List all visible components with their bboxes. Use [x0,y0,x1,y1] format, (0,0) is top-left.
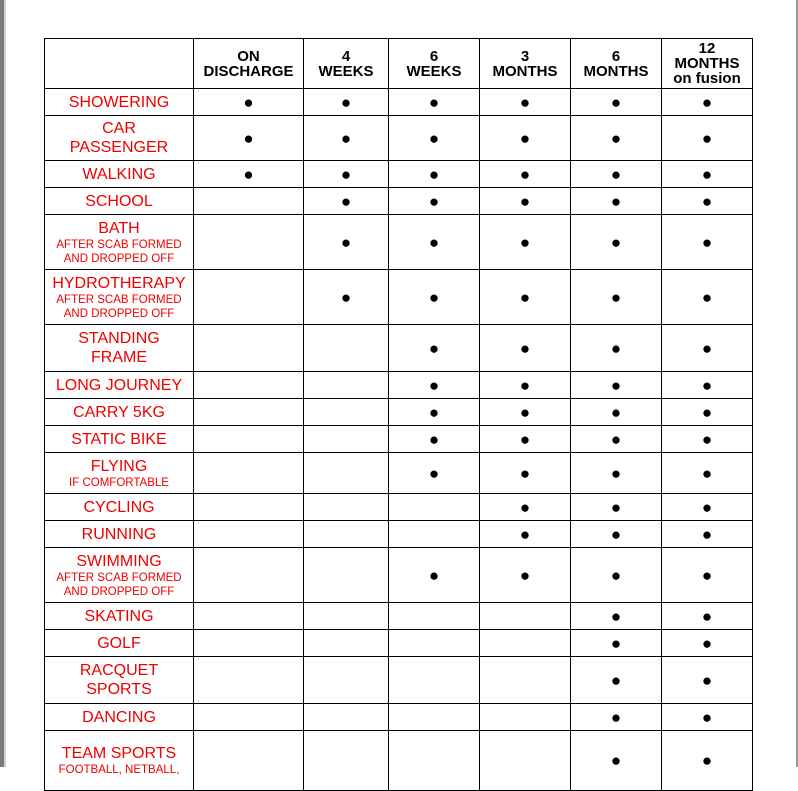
header-line: MONTHS [674,55,740,72]
schedule-cell [194,731,304,791]
schedule-cell [304,657,389,704]
activity-label: STANDING [78,330,160,347]
header-line: WEEKS [318,62,374,80]
schedule-cell [389,116,480,161]
schedule-cell [571,325,662,372]
schedule-cell [194,270,304,325]
schedule-cell [194,630,304,657]
bullet-mark: ● [519,191,531,211]
schedule-cell [480,521,571,548]
activity-label: FRAME [91,349,147,366]
schedule-cell [194,453,304,494]
bullet-mark: ● [701,429,713,449]
header-line: WEEKS [406,62,462,80]
schedule-cell [480,325,571,372]
schedule-cell [304,372,389,399]
bullet-mark: ● [610,463,622,483]
bullet-mark: ● [701,287,713,307]
schedule-cell [480,731,571,791]
schedule-cell [571,521,662,548]
header-row [45,39,753,89]
bullet-mark: ● [610,402,622,422]
schedule-cell [480,426,571,453]
schedule-cell [389,494,480,521]
header-line: 3 [520,47,530,65]
schedule-cell [571,603,662,630]
schedule-cell [389,372,480,399]
schedule-cell [662,116,753,161]
bullet-mark: ● [519,232,531,252]
schedule-cell [662,372,753,399]
schedule-cell [662,89,753,116]
activity-cell [45,188,194,215]
activity-cell [45,325,194,372]
activity-label: CAR [102,120,136,137]
activity-cell [45,89,194,116]
table-row [45,731,753,791]
schedule-cell [194,215,304,270]
schedule-cell [389,731,480,791]
header-on-discharge [194,39,304,89]
schedule-cell [389,188,480,215]
header-line: 12 [698,40,716,57]
bullet-mark: ● [519,463,531,483]
schedule-cell [304,548,389,603]
bullet-mark: ● [519,287,531,307]
schedule-cell [194,704,304,731]
header-line: on fusion [673,70,741,87]
table-row [45,399,753,426]
schedule-cell [304,494,389,521]
table-row [45,704,753,731]
schedule-cell [389,630,480,657]
activity-label: BATH [98,219,140,237]
activity-label: CARRY 5KG [73,403,165,421]
schedule-cell [571,630,662,657]
table-row [45,188,753,215]
activity-note: AND DROPPED OFF [63,585,175,598]
bullet-mark: ● [701,338,713,358]
table-row [45,521,753,548]
schedule-cell [571,372,662,399]
table-row [45,325,753,372]
table-row [45,116,753,161]
activity-cell [45,161,194,188]
schedule-cell [194,399,304,426]
bullet-mark: ● [610,633,622,653]
bullet-mark: ● [428,164,440,184]
table-row [45,603,753,630]
bullet-mark: ● [701,497,713,517]
schedule-cell [194,603,304,630]
activity-schedule-table [44,38,753,791]
schedule-cell [304,215,389,270]
schedule-cell [304,630,389,657]
schedule-cell [304,325,389,372]
bullet-mark: ● [610,164,622,184]
bullet-mark: ● [610,497,622,517]
bullet-mark: ● [519,164,531,184]
table-row [45,89,753,116]
bullet-mark: ● [340,92,352,112]
activity-cell [45,521,194,548]
header-line: MONTHS [492,62,558,80]
schedule-cell [662,188,753,215]
schedule-cell [389,215,480,270]
activity-label: LONG JOURNEY [55,376,183,394]
schedule-cell [389,657,480,704]
activity-label: GOLF [97,634,141,652]
bullet-mark: ● [428,402,440,422]
bullet-mark: ● [243,128,254,148]
schedule-cell [480,270,571,325]
bullet-mark: ● [701,670,713,690]
activity-note: AND DROPPED OFF [63,252,175,265]
bullet-mark: ● [519,128,531,148]
bullet-mark: ● [519,429,531,449]
activity-label: SWIMMING [76,552,162,570]
schedule-cell [662,731,753,791]
schedule-cell [480,657,571,704]
schedule-cell [662,494,753,521]
schedule-cell [662,704,753,731]
activity-note: IF COMFORTABLE [69,476,169,489]
schedule-cell [194,116,304,161]
header-line: 6 [429,47,439,65]
activity-label: RACQUET [79,662,159,679]
schedule-cell [662,399,753,426]
header-blank-cell [45,39,194,89]
activity-cell [45,603,194,630]
activity-cell [45,215,194,270]
schedule-cell [662,270,753,325]
header-6-weeks [389,39,480,89]
bullet-mark: ● [701,232,713,252]
bullet-mark: ● [610,751,622,770]
bullet-mark: ● [519,497,531,517]
schedule-cell [194,161,304,188]
bullet-mark: ● [340,128,352,148]
schedule-cell [304,188,389,215]
bullet-mark: ● [428,338,440,358]
schedule-cell [662,521,753,548]
bullet-mark: ● [428,565,440,585]
schedule-cell [304,731,389,791]
bullet-mark: ● [243,92,254,112]
activity-cell [45,704,194,731]
schedule-cell [389,89,480,116]
activity-cell [45,116,194,161]
activity-label: RUNNING [81,525,157,543]
bullet-mark: ● [519,375,531,395]
header-line: 4 [341,47,351,65]
schedule-cell [480,603,571,630]
schedule-cell [389,325,480,372]
table-row [45,161,753,188]
bullet-mark: ● [428,375,440,395]
schedule-cell [304,89,389,116]
schedule-cell [194,521,304,548]
bullet-mark: ● [610,232,622,252]
schedule-cell [662,215,753,270]
schedule-cell [194,89,304,116]
bullet-mark: ● [340,164,352,184]
schedule-cell [480,704,571,731]
bullet-mark: ● [610,128,622,148]
activity-label: FLYING [90,457,148,475]
schedule-cell [662,603,753,630]
header-line: DISCHARGE [203,62,294,80]
schedule-cell [571,657,662,704]
schedule-cell [304,521,389,548]
schedule-cell [571,399,662,426]
table-row [45,453,753,494]
table-body [45,89,753,791]
schedule-cell [194,548,304,603]
bullet-mark: ● [701,707,713,727]
schedule-cell [480,161,571,188]
activity-label: CYCLING [83,498,155,516]
bullet-mark: ● [701,751,713,770]
schedule-cell [480,188,571,215]
activity-label: STATIC BIKE [71,430,167,448]
bullet-mark: ● [701,633,713,653]
schedule-cell [194,372,304,399]
bullet-mark: ● [243,164,254,184]
schedule-cell [389,270,480,325]
bullet-mark: ● [610,606,622,626]
bullet-mark: ● [701,375,713,395]
table-row [45,215,753,270]
schedule-cell [571,161,662,188]
schedule-cell [389,704,480,731]
activity-cell [45,453,194,494]
table-row [45,426,753,453]
schedule-cell [304,603,389,630]
bullet-mark: ● [428,128,440,148]
schedule-cell [389,603,480,630]
activity-cell [45,657,194,704]
bullet-mark: ● [610,565,622,585]
activity-note: FOOTBALL, NETBALL, [58,764,180,776]
activity-note: AND DROPPED OFF [63,307,175,320]
schedule-cell [662,630,753,657]
activity-note: AFTER SCAB FORMED [56,293,182,306]
schedule-cell [389,161,480,188]
schedule-cell [571,453,662,494]
schedule-cell [662,325,753,372]
activity-cell [45,426,194,453]
schedule-cell [662,161,753,188]
schedule-cell [389,453,480,494]
schedule-cell [662,657,753,704]
header-line: MONTHS [583,62,649,80]
bullet-mark: ● [519,92,531,112]
bullet-mark: ● [610,287,622,307]
bullet-mark: ● [701,191,713,211]
activity-cell [45,548,194,603]
bullet-mark: ● [519,524,531,544]
header-line: ON [237,47,260,65]
schedule-cell [480,494,571,521]
table-row [45,270,753,325]
bullet-mark: ● [701,565,713,585]
schedule-cell [194,494,304,521]
schedule-cell [571,215,662,270]
table-row [45,630,753,657]
schedule-cell [480,399,571,426]
activity-cell [45,399,194,426]
bullet-mark: ● [701,164,713,184]
schedule-cell [389,521,480,548]
bullet-mark: ● [428,463,440,483]
schedule-cell [662,453,753,494]
activity-note: AFTER SCAB FORMED [56,571,182,584]
schedule-cell [480,372,571,399]
header-6-months [571,39,662,89]
schedule-cell [194,188,304,215]
activity-label: WALKING [82,165,156,183]
activity-cell [45,270,194,325]
activity-note: AFTER SCAB FORMED [56,238,182,251]
schedule-cell [304,270,389,325]
schedule-cell [571,89,662,116]
bullet-mark: ● [610,338,622,358]
schedule-cell [389,399,480,426]
schedule-cell [304,399,389,426]
schedule-cell [571,494,662,521]
schedule-cell [304,161,389,188]
activity-label: SKATING [84,607,154,625]
bullet-mark: ● [701,606,713,626]
schedule-cell [571,188,662,215]
activity-cell [45,372,194,399]
schedule-cell [194,325,304,372]
bullet-mark: ● [340,287,352,307]
schedule-cell [480,89,571,116]
bullet-mark: ● [428,232,440,252]
activity-label: TEAM SPORTS [61,745,177,762]
table-row [45,548,753,603]
table-row [45,657,753,704]
schedule-cell [304,116,389,161]
bullet-mark: ● [428,429,440,449]
page-shadow [4,0,6,767]
activity-label: SPORTS [86,681,152,698]
bullet-mark: ● [610,707,622,727]
header-12-months [662,39,753,89]
bullet-mark: ● [610,670,622,690]
bullet-mark: ● [519,402,531,422]
activity-label: HYDROTHERAPY [52,274,186,292]
schedule-cell [304,426,389,453]
schedule-cell [571,704,662,731]
activity-label: SHOWERING [68,93,170,111]
schedule-cell [389,426,480,453]
bullet-mark: ● [519,565,531,585]
schedule-cell [480,453,571,494]
activity-cell [45,630,194,657]
bullet-mark: ● [340,191,352,211]
schedule-cell [194,657,304,704]
bullet-mark: ● [610,191,622,211]
header-3-months [480,39,571,89]
schedule-cell [480,548,571,603]
schedule-cell [571,270,662,325]
schedule-cell [480,215,571,270]
schedule-cell [194,426,304,453]
bullet-mark: ● [519,338,531,358]
bullet-mark: ● [610,92,622,112]
bullet-mark: ● [610,429,622,449]
schedule-cell [571,731,662,791]
bullet-mark: ● [428,287,440,307]
activity-label: PASSENGER [69,139,169,156]
table-row [45,372,753,399]
schedule-cell [571,548,662,603]
bullet-mark: ● [610,524,622,544]
header-4-weeks [304,39,389,89]
bullet-mark: ● [428,191,440,211]
schedule-cell [304,704,389,731]
header-line: 6 [611,47,621,65]
schedule-cell [480,116,571,161]
bullet-mark: ● [701,128,713,148]
activity-cell [45,494,194,521]
schedule-cell [571,426,662,453]
bullet-mark: ● [340,232,352,252]
activity-cell [45,731,194,791]
schedule-cell [571,116,662,161]
bullet-mark: ● [610,375,622,395]
bullet-mark: ● [701,463,713,483]
schedule-cell [662,548,753,603]
schedule-cell [389,548,480,603]
activity-label: SCHOOL [85,192,153,210]
bullet-mark: ● [428,92,440,112]
table-row [45,494,753,521]
schedule-cell [662,426,753,453]
bullet-mark: ● [701,524,713,544]
schedule-cell [304,453,389,494]
schedule-cell [480,630,571,657]
bullet-mark: ● [701,92,713,112]
activity-label: DANCING [82,708,156,726]
bullet-mark: ● [701,402,713,422]
